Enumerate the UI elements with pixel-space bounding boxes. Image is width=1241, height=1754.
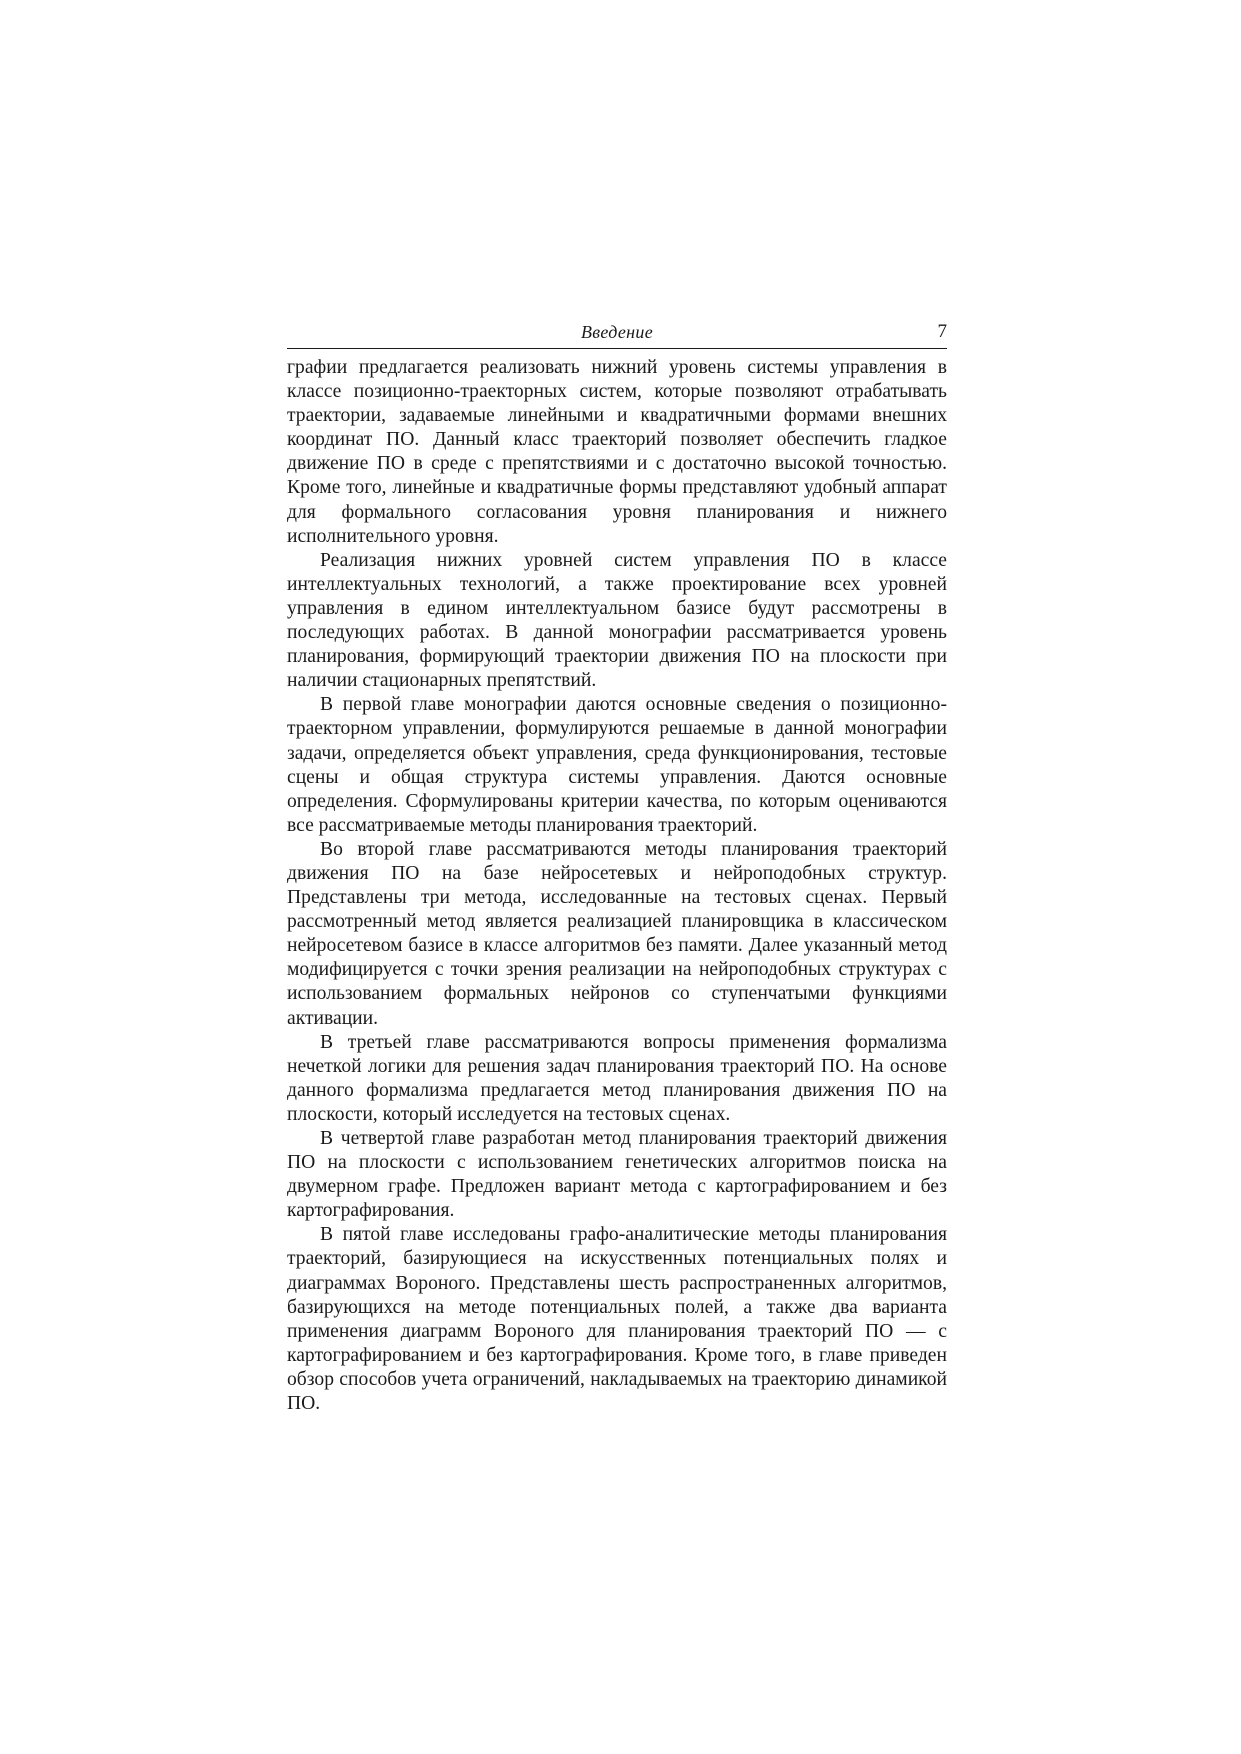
- page-content: [287, 318, 947, 1416]
- paragraph: В четвертой главе разработан метод планирования траекторий движения ПО на плоскости с использованием генетических алгоритмов поиска на двумерном графе. Предложен вариант метода с картографированием и без картографирования.: [287, 1128, 947, 1222]
- paragraph: В пятой главе исследованы графо-аналитические методы планирования траекторий, базирующиеся на искусственных потенциальных полях и диаграммах Вороного. Представлены шесть распространенных алгоритмов, базирующихся на методе потенциальных полей, а также два варианта применения диаграмм Вороного для планирования траекторий ПО — с картографированием и без картографирования. Кроме того, в главе приведен обзор способов учета ограничений, накладываемых на траекторию динамикой ПО.: [287, 1224, 947, 1415]
- page-number: 7: [937, 321, 947, 342]
- paragraph: В третьей главе рассматриваются вопросы применения формализма нечеткой логики для решения задач планирования траекторий ПО. На основе данного формализма предлагается метод планирования движения ПО на плоскости, который исследуется на тестовых сценах.: [287, 1031, 947, 1125]
- paragraph: Реализация нижних уровней систем управления ПО в классе интеллектуальных технологий, а также проектирование всех уровней управления в едином интеллектуальном базисе будут рассмотрены в последующих работах. В данной монографии рассматривается уровень планирования, формирующий траектории движения ПО на плоскости при наличии стационарных препятствий.: [287, 549, 947, 692]
- running-header: [287, 318, 947, 349]
- paragraph: графии предлагается реализовать нижний уровень системы управления в классе позиционно-траекторных систем, которые позволяют отрабатывать траектории, задаваемые линейными и квадратичными формами внешних координат ПО. Данный класс траекторий позволяет обеспечить гладкое движение ПО в среде с препятствиями и с достаточно высокой точностью. Кроме того, линейные и квадратичные формы представляют удобный аппарат для формального согласования уровня планирования и нижнего исполнительного уровня.: [287, 357, 947, 547]
- paragraph: В первой главе монографии даются основные сведения о позиционно-траекторном управлении, формулируются решаемые в данной монографии задачи, определяется объект управления, среда функционирования, тестовые сцены и общая структура системы управления. Даются основные определения. Сформулированы критерии качества, по которым оцениваются все рассматриваемые методы планирования траекторий.: [287, 694, 947, 836]
- running-title: Введение: [581, 322, 653, 342]
- body-text: [287, 356, 947, 1416]
- paragraph: Во второй главе рассматриваются методы планирования траекторий движения ПО на базе нейросетевых и нейроподобных структур. Представлены три метода, исследованные на тестовых сценах. Первый рассмотренный метод является реализацией планировщика в классическом нейросетевом базисе в классе алгоритмов без памяти. Далее указанный метод модифицируется с точки зрения реализации на нейроподобных структурах с использованием формальных нейронов со ступенчатыми функциями активации.: [287, 838, 947, 1029]
